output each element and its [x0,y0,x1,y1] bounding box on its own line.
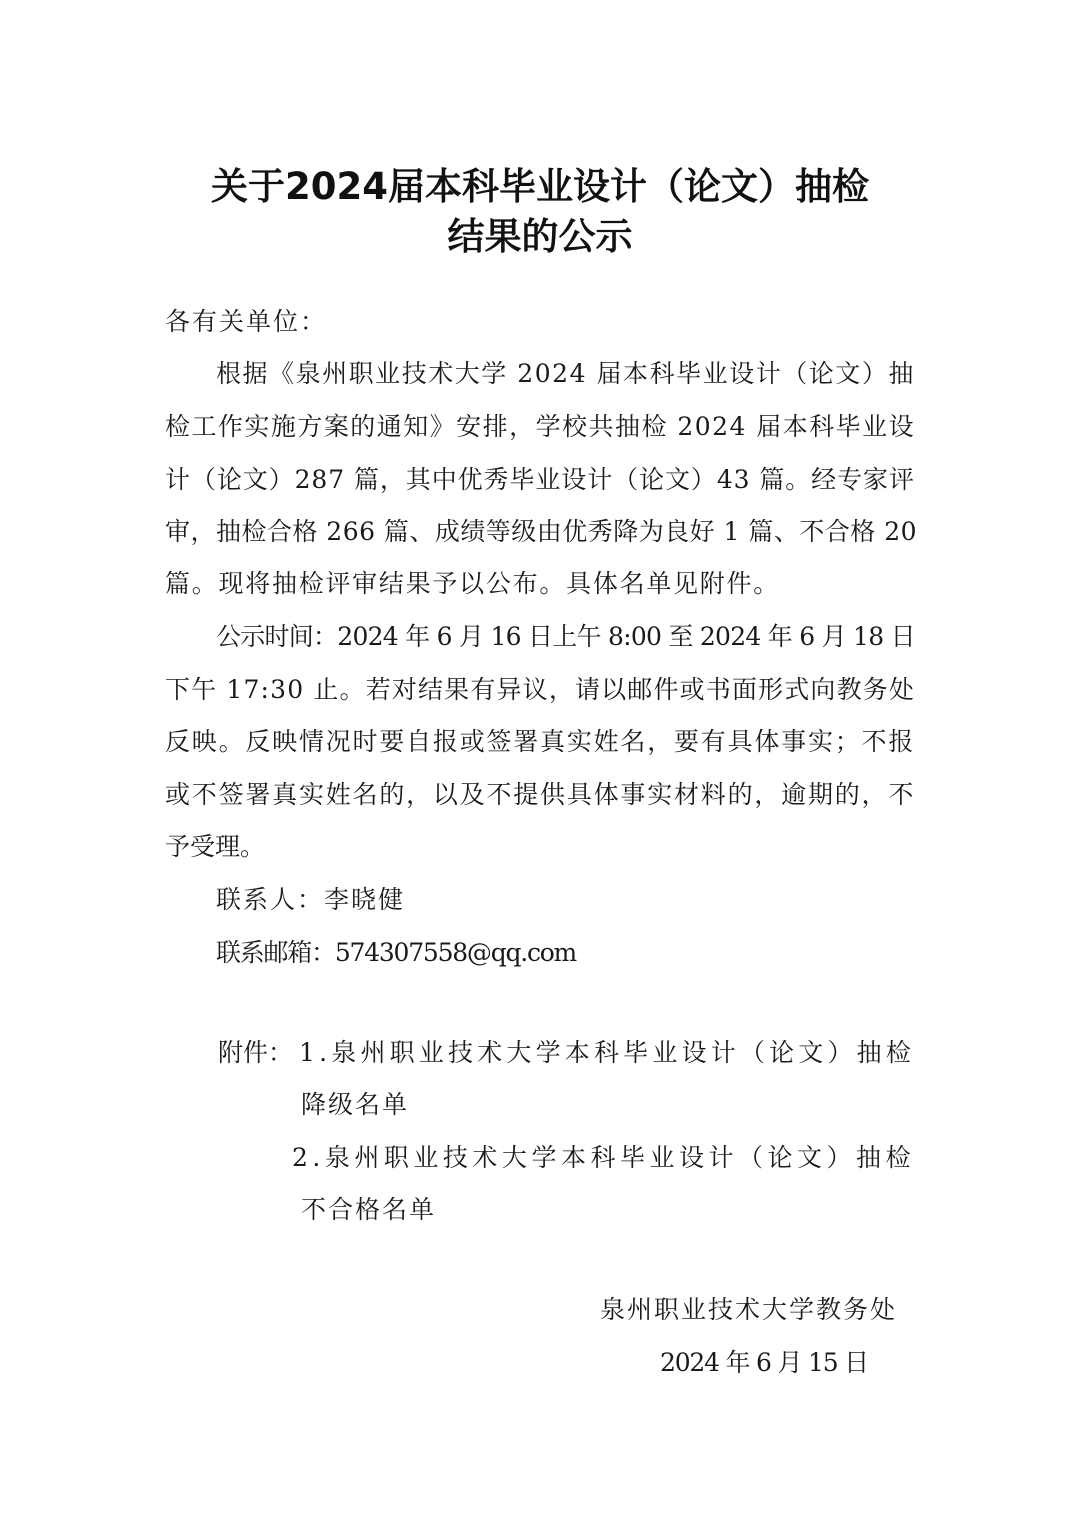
attachment-item-2: 2.泉州职业技术大学本科毕业设计（论文）抽检 [292,1143,916,1172]
signature-org: 泉州职业技术大学教务处 [600,1295,898,1324]
contact-email: 联系邮箱：574307558@qq.com [216,938,577,967]
salutation: 各有关单位： [165,307,328,336]
paragraph-line: 下午 17:30 止。若对结果有异议，请以邮件或书面形式向教务处 [165,675,916,704]
paragraph-line: 予受理。 [165,832,266,861]
signature-date: 2024 年 6 月 15 日 [660,1348,868,1377]
contact-person: 联系人：李晓健 [216,885,406,914]
title-line-2: 结果的公示 [447,215,633,258]
paragraph-line: 篇。现将抽检评审结果予以公布。具体名单见附件。 [165,569,781,598]
title-line-1: 关于2024届本科毕业设计（论文）抽检 [211,165,869,208]
attachment-item-2-cont: 不合格名单 [301,1195,437,1224]
paragraph-line: 审，抽检合格 266 篇、成绩等级由优秀降为良好 1 篇、不合格 20 [165,517,917,546]
paragraph-line: 检工作实施方案的通知》安排，学校共抽检 2024 届本科毕业设 [165,412,916,441]
paragraph-line: 公示时间：2024 年 6 月 16 日上午 8:00 至 2024 年 6 月 18 日 [216,622,915,651]
paragraph-line: 反映。反映情况时要自报或签署真实姓名，要有具体事实；不报 [165,727,916,756]
paragraph-line: 或不签署真实姓名的，以及不提供具体事实材料的，逾期的，不 [165,780,916,809]
attachment-item-1: 1.泉州职业技术大学本科毕业设计（论文）抽检 [299,1038,916,1067]
attachments-label: 附件： [218,1038,294,1067]
paragraph-line: 计（论文）287 篇，其中优秀毕业设计（论文）43 篇。经专家评 [165,465,915,494]
paragraph-line: 根据《泉州职业技术大学 2024 届本科毕业设计（论文）抽 [216,359,915,388]
attachment-item-1-cont: 降级名单 [301,1090,410,1119]
